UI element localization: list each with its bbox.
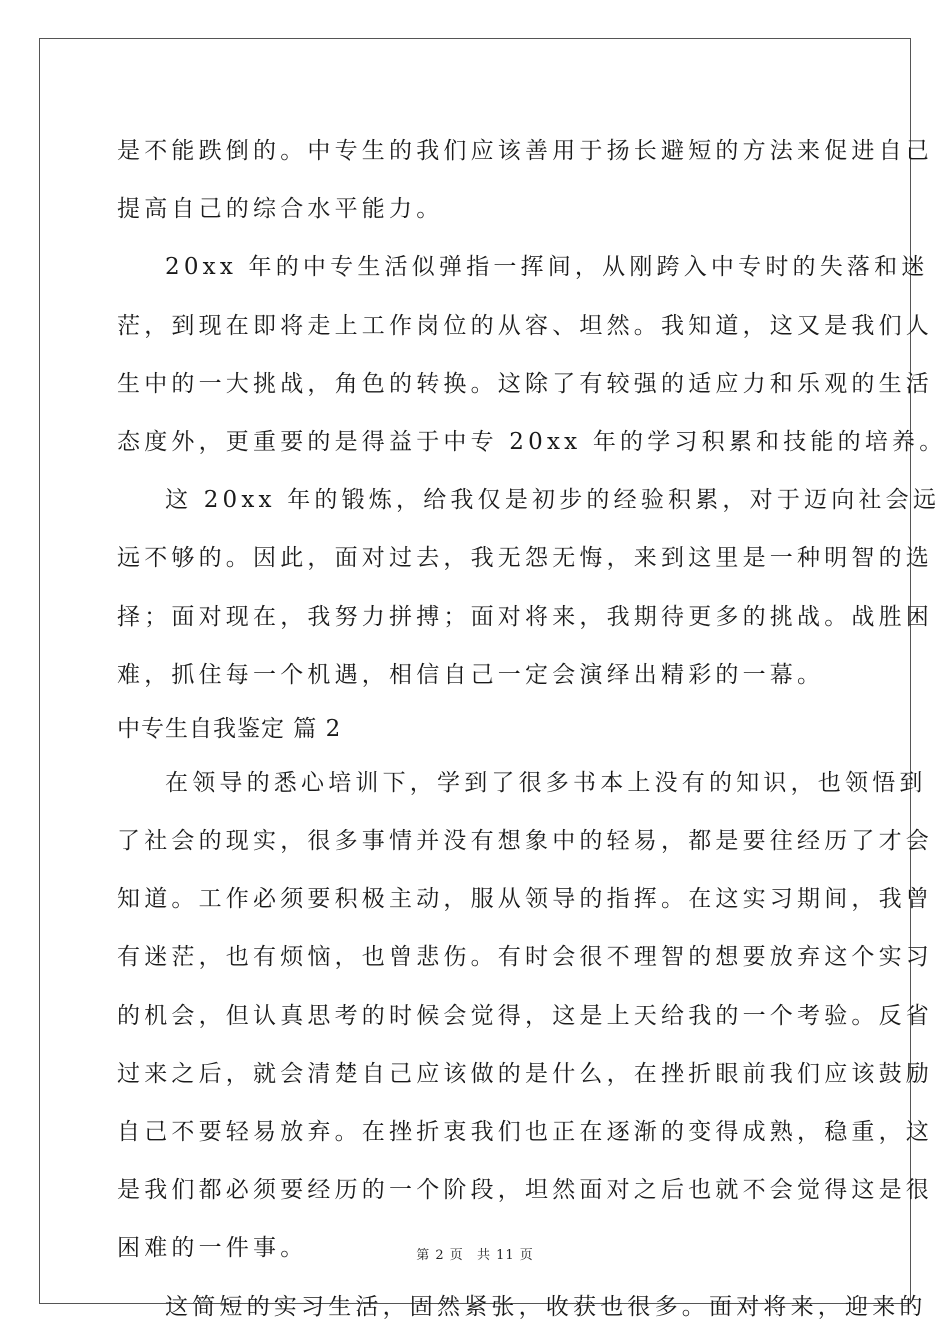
text-line: 是我们都必须要经历的一个阶段，坦然面对之后也就不会觉得这是很 bbox=[117, 1177, 933, 1204]
paragraph-first-line: 在领导的悉心培训下，学到了很多书本上没有的知识，也领悟到 bbox=[165, 769, 927, 796]
text-line: 提高自己的综合水平能力。 bbox=[117, 196, 444, 223]
page-footer bbox=[0, 1244, 950, 1263]
section-heading: 中专生自我鉴定 篇 2 bbox=[117, 715, 342, 742]
text-line: 是不能跌倒的。中专生的我们应该善用于扬长避短的方法来促进自己 bbox=[117, 138, 933, 164]
text-line: 了社会的现实，很多事情并没有想象中的轻易，都是要往经历了才会 bbox=[117, 828, 933, 855]
text-line: 有迷茫，也有烦恼，也曾悲伤。有时会很不理智的想要放弃这个实习 bbox=[117, 944, 933, 971]
text-line: 困难的一件事。 bbox=[117, 1235, 308, 1262]
paragraph-first-line: 20xx 年的中专生活似弹指一挥间，从刚跨入中专时的失落和迷 bbox=[165, 254, 929, 281]
document-body bbox=[117, 122, 947, 1336]
text-line: 自己不要轻易放弃。在挫折衷我们也正在逐渐的变得成熟，稳重，这 bbox=[117, 1119, 933, 1145]
text-line: 态度外，更重要的是得益于中专 20xx 年的学习积累和技能的培养。 bbox=[117, 428, 947, 455]
text-line: 难，抓住每一个机遇，相信自己一定会演绎出精彩的一幕。 bbox=[117, 661, 825, 688]
text-line: 生中的一大挑战，角色的转换。这除了有较强的适应力和乐观的生活 bbox=[117, 370, 933, 397]
text-line: 知道。工作必须要积极主动，服从领导的指挥。在这实习期间，我曾 bbox=[117, 886, 933, 913]
text-line: 择；面对现在，我努力拼搏；面对将来，我期待更多的挑战。战胜困 bbox=[117, 603, 933, 630]
text-line: 远不够的。因此，面对过去，我无怨无悔，来到这里是一种明智的选 bbox=[117, 545, 933, 572]
text-line: 茫，到现在即将走上工作岗位的从容、坦然。我知道，这又是我们人 bbox=[117, 312, 933, 339]
page-number: 第 2 页 bbox=[416, 1248, 464, 1263]
text-line: 的机会，但认真思考的时候会觉得，这是上天给我的一个考验。反省 bbox=[117, 1002, 933, 1029]
text-line: 过来之后，就会清楚自己应该做的是什么，在挫折眼前我们应该鼓励 bbox=[117, 1060, 933, 1087]
page-total: 共 11 页 bbox=[476, 1248, 534, 1263]
paragraph-first-line: 这 20xx 年的锻炼，给我仅是初步的经验积累，对于迈向社会远 bbox=[165, 487, 941, 514]
paragraph-first-line: 这简短的实习生活，固然紧张，收获也很多。面对将来，迎来的 bbox=[165, 1293, 927, 1320]
